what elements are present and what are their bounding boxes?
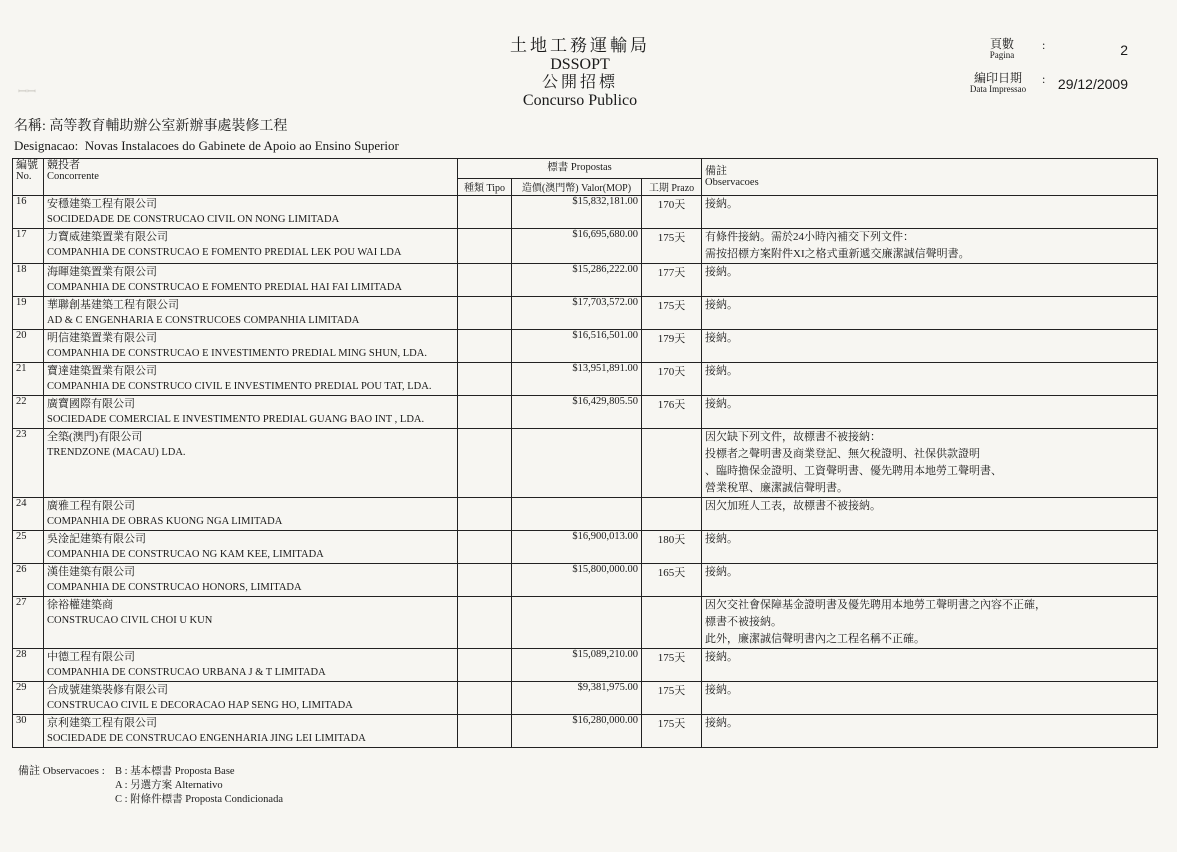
bidder-cell xyxy=(44,715,458,748)
observations xyxy=(702,330,1158,363)
bleed-through-mark: ꟷꟷ xyxy=(18,86,36,98)
bidder-cell xyxy=(44,429,458,498)
proposal-type xyxy=(458,498,512,531)
agency-abbr: DSSOPT xyxy=(550,55,610,73)
observation-line: 接納。 xyxy=(705,533,739,545)
legend-item-conditional: C : 附條件標書 Proposta Condicionada xyxy=(115,794,283,805)
bid-value: $17,703,572.00 xyxy=(512,297,642,330)
bid-number: 17 xyxy=(13,229,44,264)
bid-duration: 165天 xyxy=(642,564,702,597)
bid-duration xyxy=(642,498,702,531)
observation-line: 接納。 xyxy=(705,198,739,210)
observation-line: 、臨時擔保金證明、工資聲明書、優先聘用本地勞工聲明書、 xyxy=(705,465,1003,477)
bidder-name-pt: CONSTRUCAO CIVIL E DECORACAO HAP SENG HO, LIMITADA xyxy=(47,700,353,711)
bid-duration: 175天 xyxy=(642,649,702,682)
tender-type-pt: Concurso Publico xyxy=(522,92,638,110)
bidder-name-pt: SOCIEDADE COMERCIAL E INVESTIMENTO PREDIAL GUANG BAO INT , LDA. xyxy=(47,414,425,425)
page-number-row xyxy=(960,38,1150,72)
project-designation-pt: Designacao: Novas Instalacoes do Gabinete de Apoio ao Ensino Superior xyxy=(14,137,399,153)
observation-line: 接納。 xyxy=(705,566,739,578)
bid-number: 20 xyxy=(13,330,44,363)
proposal-type xyxy=(458,396,512,429)
table-row xyxy=(13,649,1158,682)
bid-value: $16,280,000.00 xyxy=(512,715,642,748)
bid-number: 24 xyxy=(13,498,44,531)
observation-line: 接納。 xyxy=(705,717,739,729)
tender-type-cn: 公開招標 xyxy=(541,73,618,91)
bidder-name-cn: 吳淦記建築有限公司 xyxy=(47,533,146,545)
bidder-name-cn: 華聯創基建築工程有限公司 xyxy=(47,299,179,311)
table-row xyxy=(13,264,1158,297)
proposal-type xyxy=(458,363,512,396)
observations xyxy=(702,715,1158,748)
bid-number: 21 xyxy=(13,363,44,396)
bidder-name-pt: COMPANHIA DE CONSTRUCAO E FOMENTO PREDIAL LEK POU WAI LDA xyxy=(47,247,402,258)
bidder-name-cn: 全築(澳門)有限公司 xyxy=(47,431,143,443)
bid-duration xyxy=(642,597,702,649)
bid-duration: 177天 xyxy=(642,264,702,297)
table-row xyxy=(13,715,1158,748)
bid-value: $13,951,891.00 xyxy=(512,363,642,396)
bid-value: $16,900,013.00 xyxy=(512,531,642,564)
bid-value: $15,832,181.00 xyxy=(512,196,642,229)
bidder-name-pt: COMPANHIA DE CONSTRUCO CIVIL E INVESTIMENTO PREDIAL POU TAT, LDA. xyxy=(47,381,432,392)
page-number: 2 xyxy=(1120,42,1128,58)
bidder-name-pt: COMPANHIA DE CONSTRUCAO E FOMENTO PREDIAL HAI FAI LIMITADA xyxy=(47,282,403,293)
bid-number: 28 xyxy=(13,649,44,682)
bidder-name-pt: CONSTRUCAO CIVIL CHOI U KUN xyxy=(47,615,213,626)
bid-duration: 176天 xyxy=(642,396,702,429)
observation-line: 接納。 xyxy=(705,365,739,377)
table-row xyxy=(13,297,1158,330)
bidder-cell xyxy=(44,264,458,297)
proposal-type xyxy=(458,564,512,597)
bid-number: 18 xyxy=(13,264,44,297)
proposal-type xyxy=(458,682,512,715)
proposal-type xyxy=(458,196,512,229)
bid-number: 26 xyxy=(13,564,44,597)
observation-line: 投標者之聲明書及商業登記、無欠稅證明、社保供款證明 xyxy=(705,448,981,460)
bid-value xyxy=(512,429,642,498)
bid-value: $15,800,000.00 xyxy=(512,564,642,597)
bid-duration: 175天 xyxy=(642,715,702,748)
bid-value: $15,286,222.00 xyxy=(512,264,642,297)
bidder-name-pt: COMPANHIA DE CONSTRUCAO NG KAM KEE, LIMITADA xyxy=(47,549,324,560)
col-header-proposals: 標書 Propostas xyxy=(458,159,702,179)
table-row xyxy=(13,429,1158,498)
observation-line: 接納。 xyxy=(705,332,739,344)
project-name-cn: 名稱: 高等教育輔助辦公室新辦事處裝修工程 xyxy=(14,119,288,134)
col-header-valor: 造價(澳門幣) Valor(MOP) xyxy=(512,179,642,196)
bidder-name-pt: AD & C ENGENHARIA E CONSTRUCOES COMPANHIA LIMITADA xyxy=(47,315,360,326)
table-row xyxy=(13,498,1158,531)
bid-duration: 170天 xyxy=(642,196,702,229)
legend-item-alternative: A : 另選方案 Alternativo xyxy=(115,780,223,791)
bidder-name-cn: 合成號建築裝修有限公司 xyxy=(47,684,168,696)
bid-duration: 175天 xyxy=(642,682,702,715)
bidder-cell xyxy=(44,196,458,229)
observation-line: 接納。 xyxy=(705,684,739,696)
col-header-prazo: 工期 Prazo xyxy=(642,179,702,196)
observations xyxy=(702,682,1158,715)
observation-line: 因欠加班人工表，故標書不被接納。 xyxy=(705,500,882,512)
proposal-type xyxy=(458,429,512,498)
col-header-obs: 備註 Observacoes xyxy=(702,159,1158,196)
bidder-name-pt: COMPANHIA DE CONSTRUCAO URBANA J & T LIMITADA xyxy=(47,667,326,678)
observation-line: 接納。 xyxy=(705,651,739,663)
bid-number: 27 xyxy=(13,597,44,649)
bidder-name-cn: 廣寶國際有限公司 xyxy=(47,398,135,410)
bid-value: $15,089,210.00 xyxy=(512,649,642,682)
bids-table xyxy=(12,158,1158,748)
observations xyxy=(702,429,1158,498)
bid-value xyxy=(512,597,642,649)
observations xyxy=(702,498,1158,531)
bidder-name-pt: COMPANHIA DE CONSTRUCAO HONORS, LIMITADA xyxy=(47,582,302,593)
bid-value xyxy=(512,498,642,531)
legend-item-base: B : 基本標書 Proposta Base xyxy=(115,766,235,777)
observation-line: 接納。 xyxy=(705,398,739,410)
bid-number: 22 xyxy=(13,396,44,429)
proposal-type xyxy=(458,597,512,649)
observation-line: 接納。 xyxy=(705,299,739,311)
bidder-name-cn: 安穩建築工程有限公司 xyxy=(47,198,157,210)
table-row xyxy=(13,330,1158,363)
bidder-name-cn: 漢佳建築有限公司 xyxy=(47,566,135,578)
legend-label: 備註 Observacoes : xyxy=(18,765,105,777)
bidder-cell xyxy=(44,297,458,330)
observation-line: 標書不被接納。 xyxy=(705,616,783,628)
print-date-row xyxy=(960,72,1150,106)
col-header-tipo: 種類 Tipo xyxy=(458,179,512,196)
table-header-row xyxy=(13,159,1158,179)
bidder-name-cn: 中德工程有限公司 xyxy=(47,651,135,663)
bidder-name-cn: 廣雅工程有限公司 xyxy=(47,500,135,512)
bid-number: 30 xyxy=(13,715,44,748)
bid-number: 16 xyxy=(13,196,44,229)
page-label: 頁數 Pagina xyxy=(989,37,1015,60)
proposal-type xyxy=(458,264,512,297)
bid-duration: 180天 xyxy=(642,531,702,564)
bidder-cell xyxy=(44,531,458,564)
print-date: 29/12/2009 xyxy=(1057,76,1128,92)
bidder-name-cn: 京利建築工程有限公司 xyxy=(47,717,157,729)
observations xyxy=(702,196,1158,229)
colon: : xyxy=(1042,38,1046,52)
proposal-type xyxy=(458,531,512,564)
observations xyxy=(702,649,1158,682)
print-date-label: 編印日期 Data Impressao xyxy=(969,71,1027,94)
table-row xyxy=(13,363,1158,396)
bidder-name-cn: 寶達建築置業有限公司 xyxy=(47,365,157,377)
observations xyxy=(702,297,1158,330)
bidder-cell xyxy=(44,649,458,682)
observation-line: 營業稅單、廉潔誠信聲明書。 xyxy=(705,482,849,494)
bidder-name-pt: COMPANHIA DE CONSTRUCAO E INVESTIMENTO PREDIAL MING SHUN, LDA. xyxy=(47,348,427,359)
document-header xyxy=(470,36,690,111)
bidder-cell xyxy=(44,564,458,597)
observations xyxy=(702,597,1158,649)
bidder-cell xyxy=(44,363,458,396)
bidder-name-cn: 徐裕權建築商 xyxy=(47,599,113,611)
table-row xyxy=(13,531,1158,564)
bidder-cell xyxy=(44,682,458,715)
bidder-cell xyxy=(44,498,458,531)
bid-duration xyxy=(642,429,702,498)
proposal-type xyxy=(458,229,512,264)
proposal-type xyxy=(458,330,512,363)
bid-duration: 175天 xyxy=(642,297,702,330)
bid-duration: 179天 xyxy=(642,330,702,363)
bidder-cell xyxy=(44,396,458,429)
bid-number: 29 xyxy=(13,682,44,715)
observation-line: 因欠交社會保障基金證明書及優先聘用本地勞工聲明書之內容不正確， xyxy=(705,599,1047,611)
bidder-name-pt: SOCIDEDADE DE CONSTRUCAO CIVIL ON NONG LIMITADA xyxy=(47,214,340,225)
observations xyxy=(702,264,1158,297)
bidder-name-pt: TRENDZONE (MACAU) LDA. xyxy=(47,447,186,458)
bidder-name-cn: 力寶威建築置業有限公司 xyxy=(47,231,168,243)
bidder-name-pt: SOCIEDADE DE CONSTRUCAO ENGENHARIA JING LEI LIMITADA xyxy=(47,733,366,744)
table-row xyxy=(13,597,1158,649)
observation-line: 接納。 xyxy=(705,266,739,278)
bid-value: $9,381,975.00 xyxy=(512,682,642,715)
project-name-block xyxy=(14,118,399,154)
observations xyxy=(702,396,1158,429)
observation-line: 需按招標方案附件XI之格式重新遞交廉潔誠信聲明書。 xyxy=(705,248,970,260)
bidder-cell xyxy=(44,229,458,264)
colon: : xyxy=(1042,72,1046,86)
table-row xyxy=(13,196,1158,229)
legend-items xyxy=(115,764,283,806)
proposal-type xyxy=(458,715,512,748)
bidder-name-cn: 明信建築置業有限公司 xyxy=(47,332,157,344)
bid-number: 25 xyxy=(13,531,44,564)
agency-title: 土地工務運輸局 xyxy=(510,36,650,55)
observations xyxy=(702,363,1158,396)
table-row xyxy=(13,564,1158,597)
bidder-cell xyxy=(44,597,458,649)
proposal-type xyxy=(458,649,512,682)
bidder-cell xyxy=(44,330,458,363)
page-info xyxy=(960,38,1150,106)
table-row xyxy=(13,396,1158,429)
bid-number: 23 xyxy=(13,429,44,498)
observations xyxy=(702,531,1158,564)
bidder-name-cn: 海暉建築置業有限公司 xyxy=(47,266,157,278)
table-row xyxy=(13,682,1158,715)
table-row xyxy=(13,229,1158,264)
proposal-type xyxy=(458,297,512,330)
observation-line: 因欠缺下列文件，故標書不被接納： xyxy=(705,431,882,443)
observations xyxy=(702,229,1158,264)
bid-value: $16,695,680.00 xyxy=(512,229,642,264)
bidder-name-pt: COMPANHIA DE OBRAS KUONG NGA LIMITADA xyxy=(47,516,283,527)
bid-duration: 175天 xyxy=(642,229,702,264)
bid-value: $16,516,501.00 xyxy=(512,330,642,363)
bid-duration: 170天 xyxy=(642,363,702,396)
observations xyxy=(702,564,1158,597)
col-header-no: 編號 No. xyxy=(13,159,44,196)
observation-line: 此外，廉潔誠信聲明書內之工程名稱不正確。 xyxy=(705,633,926,645)
observation-line: 有條件接納。需於24小時內補交下列文件： xyxy=(705,231,915,243)
bid-number: 19 xyxy=(13,297,44,330)
col-header-bidder: 競投者 Concorrente xyxy=(44,159,458,196)
bid-value: $16,429,805.50 xyxy=(512,396,642,429)
